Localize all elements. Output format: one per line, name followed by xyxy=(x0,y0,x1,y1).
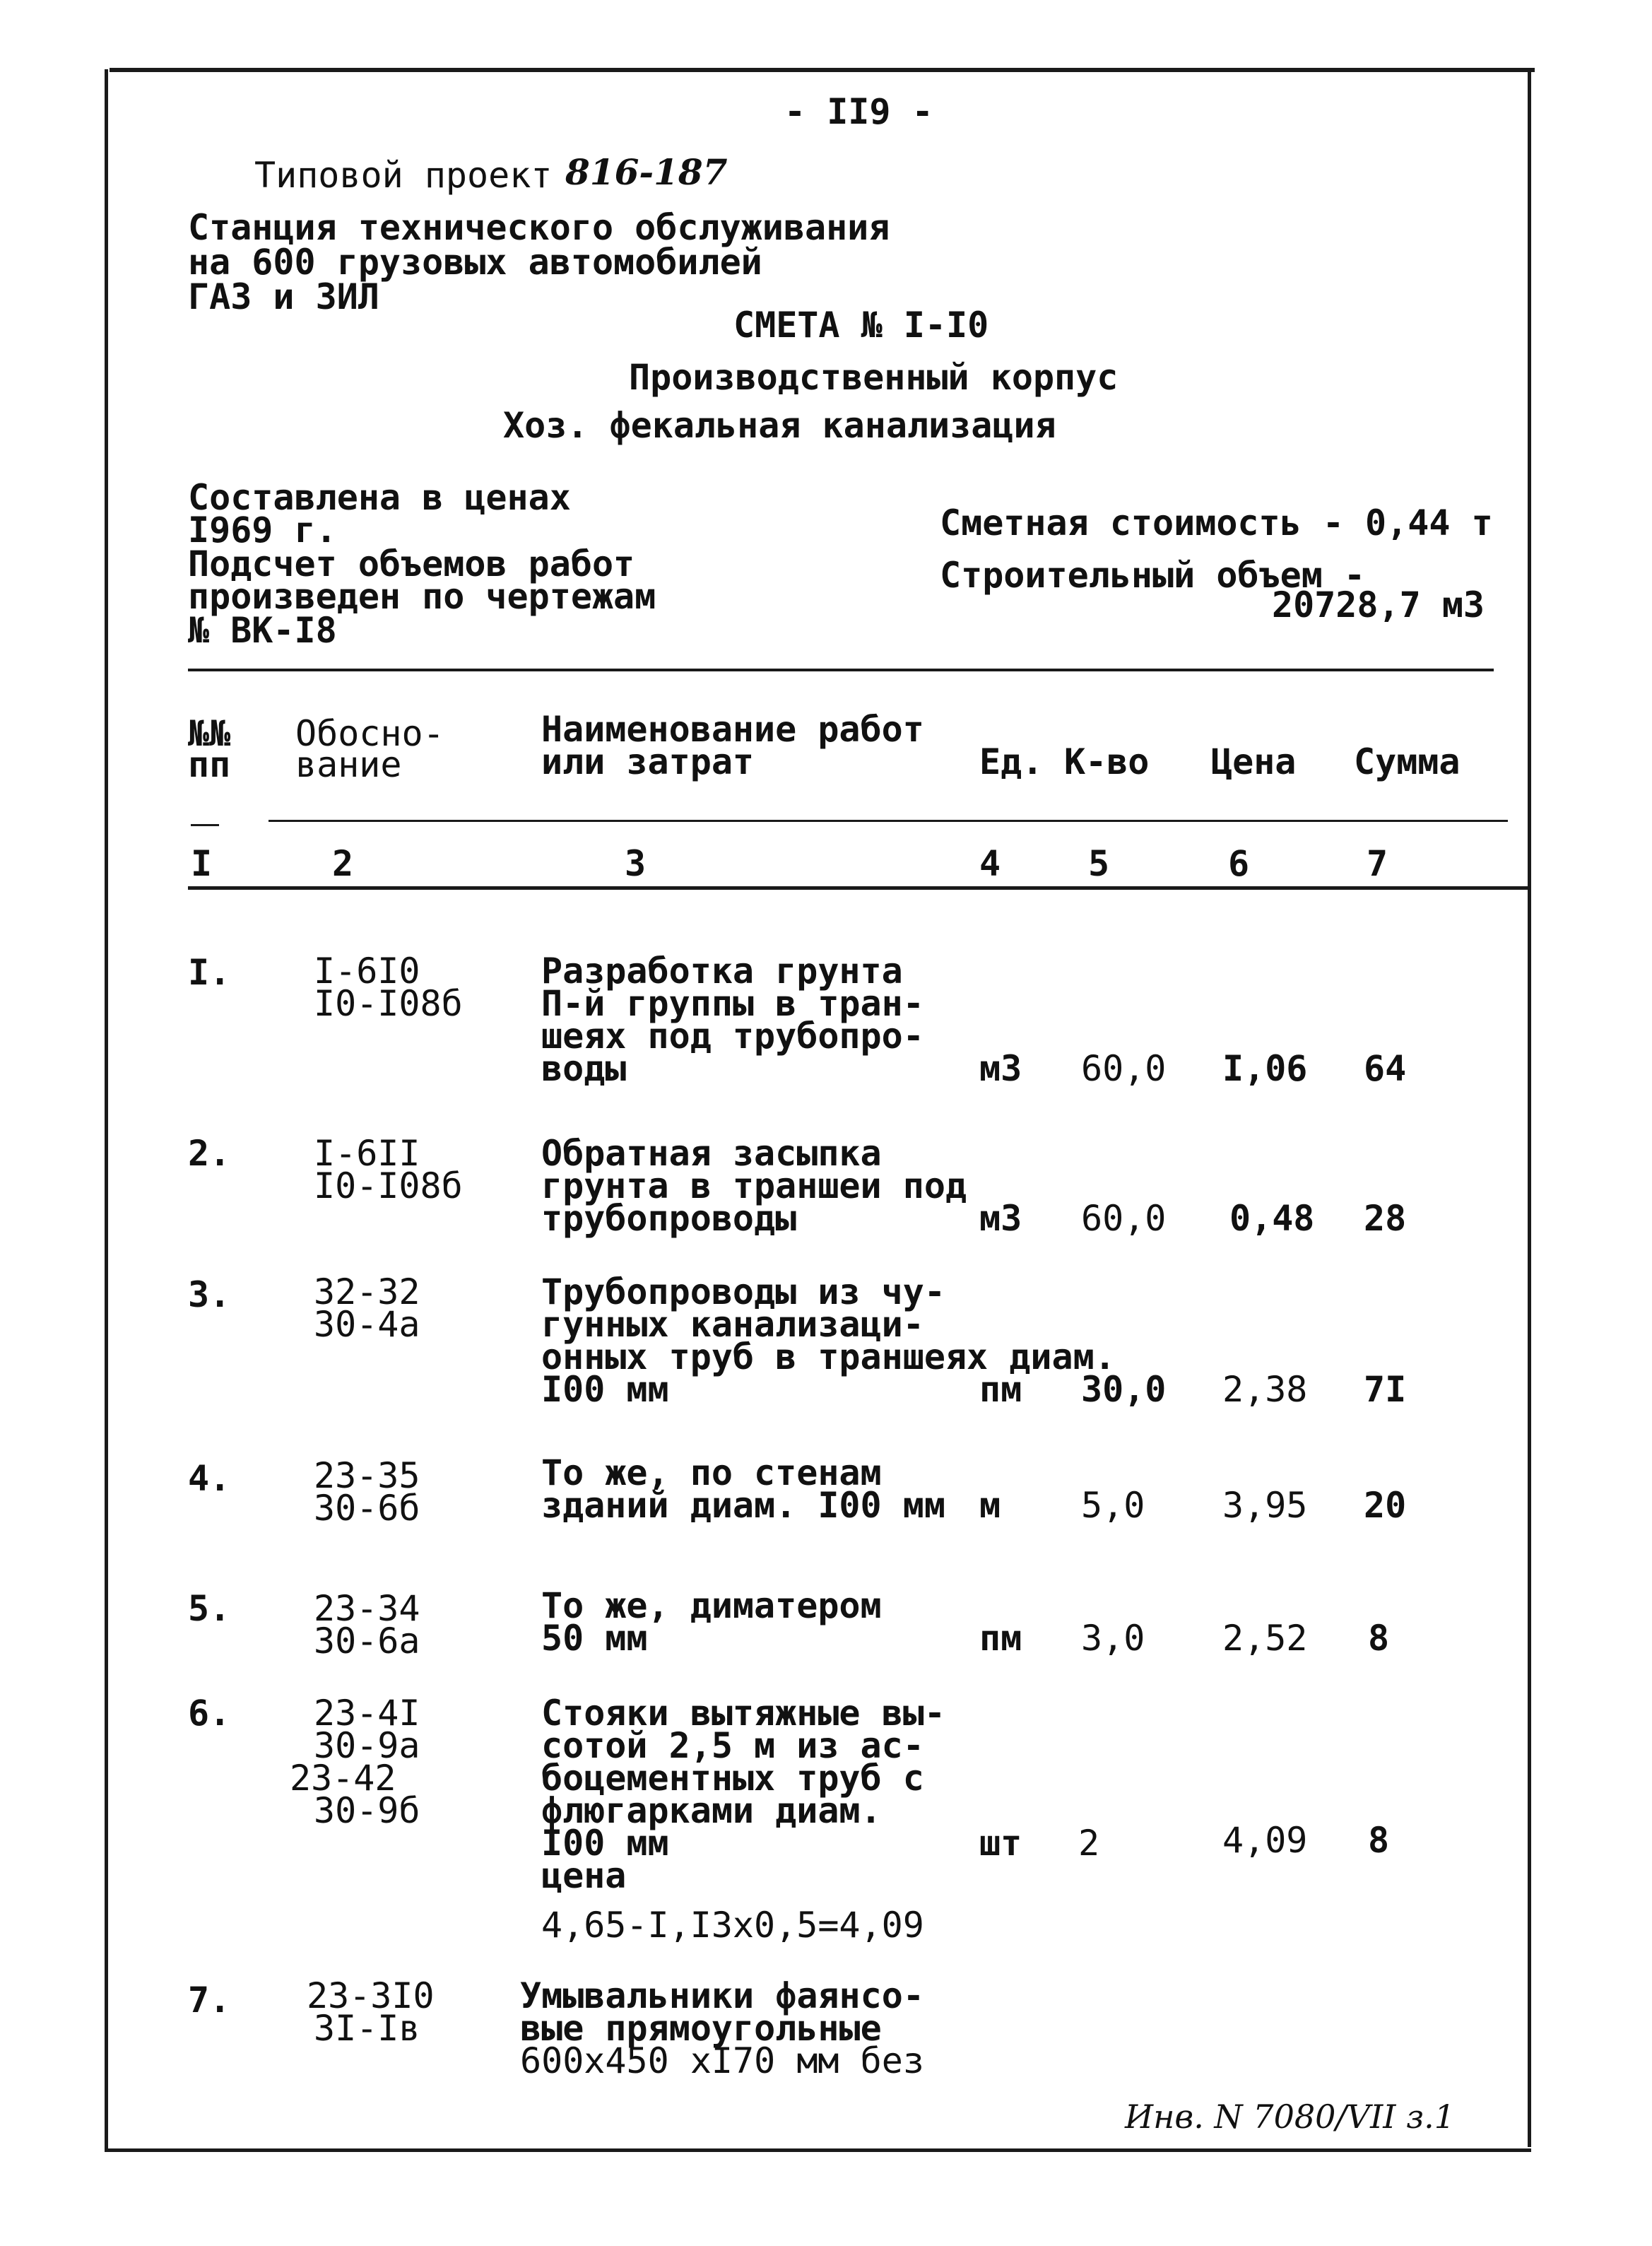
col-number-3: 3 xyxy=(625,843,647,884)
row-3-qty: 30,0 xyxy=(1081,1369,1167,1410)
row-1-name-3: шеях под трубопро- xyxy=(541,1016,924,1057)
row-5-qty: 3,0 xyxy=(1081,1618,1145,1659)
header-name-2: или затрат xyxy=(541,741,755,782)
header-bottom-rule xyxy=(269,820,1508,822)
row-3-num: 3. xyxy=(188,1274,231,1315)
header-qty: К-во xyxy=(1064,741,1150,782)
col-number-5: 5 xyxy=(1088,843,1110,884)
header-unit: Ед. xyxy=(979,741,1044,782)
row-1-basis-2: I0-I08б xyxy=(314,983,463,1024)
row-6-unit: шт xyxy=(979,1823,1022,1864)
prices-line: Составлена в ценах xyxy=(188,477,571,518)
row-4-basis-2: 30-6б xyxy=(314,1488,420,1529)
row-2-qty: 60,0 xyxy=(1081,1198,1167,1239)
row-1-price: I,06 xyxy=(1222,1048,1308,1089)
row-3-name-3: онных труб в траншеях диам. xyxy=(541,1336,1116,1377)
row-6-name-5: I00 мм xyxy=(541,1823,669,1864)
drawing-number: № ВК-I8 xyxy=(188,610,337,651)
row-3-sum: 7I xyxy=(1364,1369,1407,1410)
row-4-unit: м xyxy=(979,1485,1001,1526)
row-7-name-1: Умывальники фаянсо- xyxy=(520,1975,924,2016)
header-price: Цена xyxy=(1211,741,1297,782)
row-5-basis-1: 23-34 xyxy=(314,1588,420,1629)
system-title: Хоз. фекальная канализация xyxy=(503,405,1056,446)
header-name-1: Наименование работ xyxy=(541,709,924,750)
row-6-sum: 8 xyxy=(1368,1820,1390,1861)
frame-top xyxy=(110,68,1535,72)
table-top-rule xyxy=(188,669,1494,671)
estimate-title: СМЕТА № I-I0 xyxy=(733,305,989,346)
row-7-basis-2: 3I-Iв xyxy=(314,2008,420,2049)
row-6-basis-1: 23-4I xyxy=(314,1693,420,1734)
row-7-num: 7. xyxy=(188,1980,231,2021)
row-2-name-1: Обратная засыпка xyxy=(541,1133,882,1174)
row-2-basis-1: I-6II xyxy=(314,1133,420,1174)
building-volume-value: 20728,7 м3 xyxy=(1272,584,1485,625)
row-3-name-4: I00 мм xyxy=(541,1369,669,1410)
row-5-name-2: 50 мм xyxy=(541,1618,648,1659)
row-1-qty: 60,0 xyxy=(1081,1048,1167,1089)
row-4-sum: 20 xyxy=(1364,1485,1407,1526)
row-1-name-1: Разработка грунта xyxy=(541,951,903,992)
building-title: Производственный корпус xyxy=(629,357,1119,398)
header-basis-2: вание xyxy=(295,744,402,785)
row-6-basis-3: 23-42 xyxy=(290,1758,396,1799)
row-2-price: 0,48 xyxy=(1229,1198,1315,1239)
row-6-price-calc: 4,65-I,I3х0,5=4,09 xyxy=(541,1905,924,1946)
row-5-num: 5. xyxy=(188,1588,231,1629)
frame-right xyxy=(1528,69,1531,2147)
row-5-sum: 8 xyxy=(1368,1618,1390,1659)
row-4-name-2: зданий диам. I00 мм xyxy=(541,1485,945,1526)
header-bottom-rule-short xyxy=(191,824,219,826)
row-5-unit: пм xyxy=(979,1618,1022,1659)
col-number-2: 2 xyxy=(332,843,354,884)
row-4-name-1: То же, по стенам xyxy=(541,1452,882,1493)
page-number: - II9 - xyxy=(784,91,933,132)
row-2-name-2: грунта в траншеи под xyxy=(541,1165,967,1206)
col-number-4: 4 xyxy=(979,843,1001,884)
col-numbers-rule xyxy=(188,886,1528,890)
station-line-3: ГАЗ и ЗИЛ xyxy=(188,276,379,317)
header-sum: Сумма xyxy=(1354,741,1461,782)
row-6-name-3: боцементных труб с xyxy=(541,1758,924,1799)
row-7-name-2: вые прямоугольные xyxy=(520,2008,882,2049)
volumes-line-1: Подсчет объемов работ xyxy=(188,543,635,584)
header-num-2: пп xyxy=(188,744,231,785)
row-1-name-4: воды xyxy=(541,1048,627,1089)
prices-year: I969 г. xyxy=(188,510,337,551)
row-2-unit: м3 xyxy=(979,1198,1022,1239)
estimated-cost: Сметная стоимость - 0,44 т xyxy=(940,502,1493,543)
row-5-name-1: То же, диматером xyxy=(541,1585,882,1626)
row-6-num: 6. xyxy=(188,1693,231,1734)
row-2-sum: 28 xyxy=(1364,1198,1407,1239)
row-4-num: 4. xyxy=(188,1458,231,1499)
row-3-price: 2,38 xyxy=(1222,1369,1308,1410)
row-4-price: 3,95 xyxy=(1222,1485,1308,1526)
inventory-note: Инв. N 7080/VII з.1 xyxy=(1125,2098,1456,2136)
header-basis-1: Обосно- xyxy=(295,713,444,754)
volumes-line-2: произведен по чертежам xyxy=(188,576,656,617)
row-2-name-3: трубопроводы xyxy=(541,1198,797,1239)
col-number-6: 6 xyxy=(1228,843,1250,884)
row-4-basis-1: 23-35 xyxy=(314,1455,420,1496)
row-6-basis-2: 30-9а xyxy=(314,1725,420,1766)
row-6-basis-4: 30-9б xyxy=(314,1790,420,1831)
row-3-basis-1: 32-32 xyxy=(314,1271,420,1312)
row-3-name-1: Трубопроводы из чу- xyxy=(541,1271,945,1312)
row-6-qty: 2 xyxy=(1078,1823,1100,1864)
row-4-qty: 5,0 xyxy=(1081,1485,1145,1526)
row-6-name-2: сотой 2,5 м из ас- xyxy=(541,1725,924,1766)
station-line-1: Станция технического обслуживания xyxy=(188,207,890,248)
row-5-basis-2: 30-6а xyxy=(314,1621,420,1662)
frame-bottom xyxy=(105,2148,1531,2152)
row-2-basis-2: I0-I08б xyxy=(314,1165,463,1206)
building-volume-label: Строительный объем - xyxy=(940,555,1366,596)
row-1-unit: м3 xyxy=(979,1048,1022,1089)
col-number-1: I xyxy=(191,843,213,884)
row-7-basis-1: 23-3I0 xyxy=(307,1975,435,2016)
row-2-num: 2. xyxy=(188,1133,231,1174)
station-line-2: на 600 грузовых автомобилей xyxy=(188,242,762,283)
row-7-name-3: 600х450 хI70 мм без xyxy=(520,2040,924,2081)
row-1-sum: 64 xyxy=(1364,1048,1407,1089)
row-6-name-1: Стояки вытяжные вы- xyxy=(541,1693,945,1734)
row-1-name-2: П-й группы в тран- xyxy=(541,983,924,1024)
row-1-basis-1: I-6I0 xyxy=(314,951,420,992)
row-6-name-6: цена xyxy=(541,1855,627,1896)
row-6-name-4: флюгарками диам. xyxy=(541,1790,882,1831)
row-3-basis-2: 30-4а xyxy=(314,1304,420,1345)
col-number-7: 7 xyxy=(1367,843,1388,884)
row-3-name-2: гунных канализаци- xyxy=(541,1304,924,1345)
row-5-price: 2,52 xyxy=(1222,1618,1308,1659)
row-1-num: I. xyxy=(188,952,231,993)
frame-left xyxy=(105,69,108,2151)
row-6-price: 4,09 xyxy=(1222,1820,1308,1861)
header-num-1: №№ xyxy=(188,713,231,754)
row-3-unit: пм xyxy=(979,1369,1022,1410)
project-label: Типовой проект xyxy=(254,155,553,196)
project-number: 816-187 xyxy=(565,151,728,193)
